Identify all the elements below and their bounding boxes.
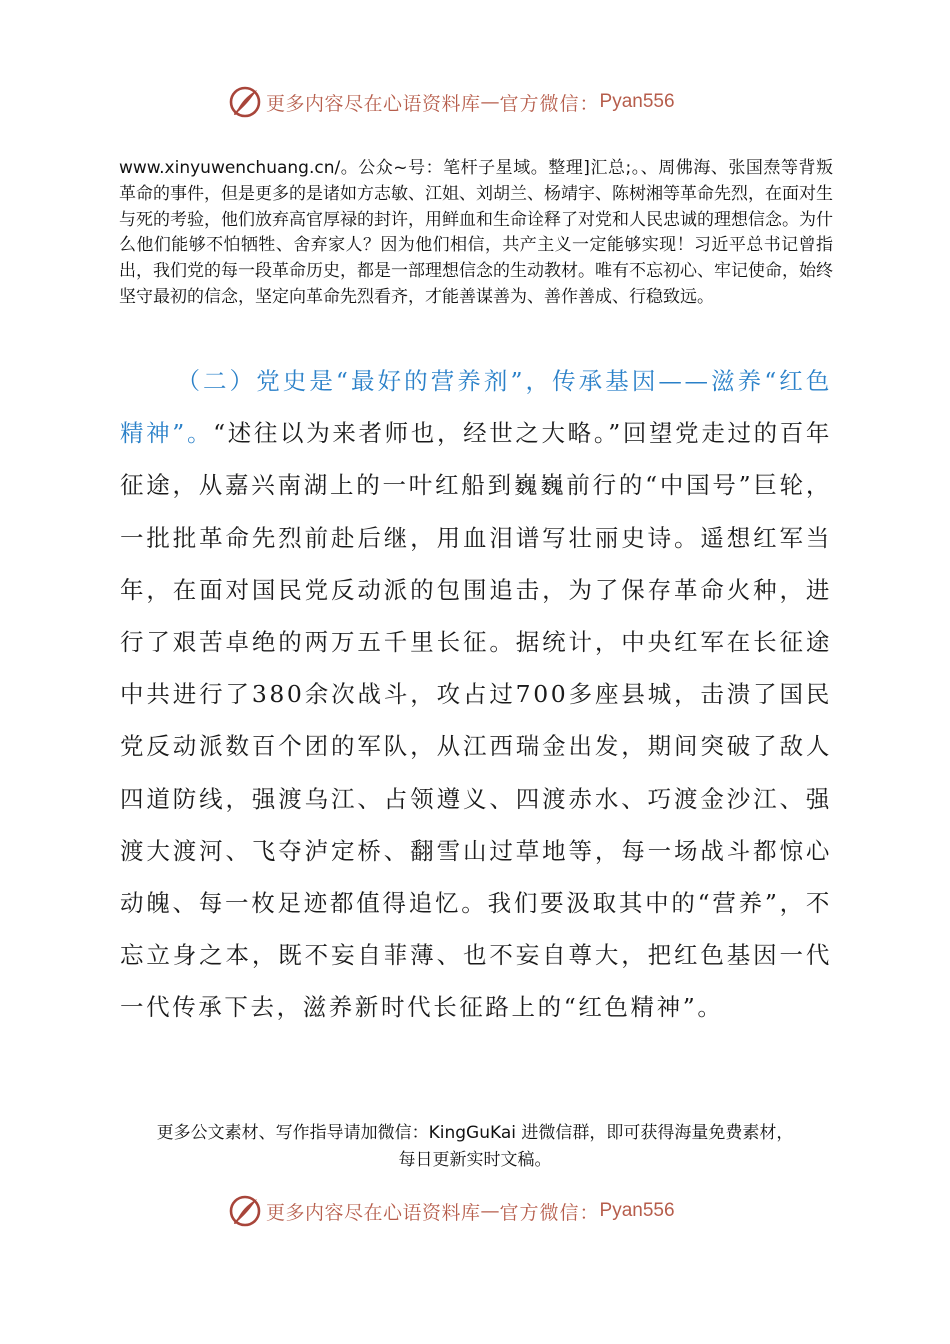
watermark-site-name: 更多内容尽在心语资料库	[266, 92, 481, 115]
watermark-wechat-label: 官方微信：	[499, 92, 600, 115]
section-heading: （二）党史是“最好的营养剂”，传承基因——滋养“红色精神”。	[120, 367, 832, 448]
watermark-wechat-id: Pyan556	[599, 91, 675, 112]
watermark-separator: —	[480, 1200, 500, 1222]
header-watermark-banner	[228, 84, 675, 120]
watermark-site-name: 更多内容尽在心语资料库	[266, 1201, 481, 1224]
watermark-wechat-id: Pyan556	[599, 1200, 675, 1221]
intro-paragraph: www.xinyuwenchuang.cn/。公众~号：笔杆子星域。整理]汇总;。、周佛海、张国焘等背叛革命的事件，但是更多的是诸如方志敏、江姐、刘胡兰、杨靖宇、陈树湘等革命先烈，在面对生与死的考验，他们放弃高官厚禄的封许，用鲜血和生命诠释了对党和人民忠诚的理想信念。为什么他们能够不怕牺牲、舍弃家人？因为他们相信，共产主义一定能够实现！习近平总书记曾指出，我们党的每一段革命历史，都是一部理想信念的生动教材。唯有不忘初心、牢记使命，始终坚守最初的信念，坚定向革命先烈看齐，才能善谋善为、善作善成、行稳致远。	[119, 158, 833, 307]
footer-note-line2: 每日更新实时文稿。	[398, 1150, 552, 1170]
footer-note-line1: 更多公文素材、写作指导请加微信：KingGuKai 进微信群，即可获得海量免费素材，	[156, 1123, 794, 1143]
footer-note	[110, 1120, 840, 1174]
watermark-separator: —	[480, 91, 500, 113]
section-paragraph	[120, 355, 832, 1034]
feather-circle-logo-icon	[228, 1194, 262, 1228]
section-body: “述往以为来者师也，经世之大略。”回望党走过的百年征途，从嘉兴南湖上的一叶红船到巍巍前行的“中国号”巨轮，一批批革命先烈前赴后继，用血泪谱写壮丽史诗。遥想红军当年，在面对国民党反动派的包围追击，为了保存革命火种，进行了艰苦卓绝的两万五千里长征。据统计，中央红军在长征途中共进行了380余次战斗，攻占过700多座县城，击溃了国民党反动派数百个团的军队，从江西瑞金出发，期间突破了敌人四道防线，强渡乌江、占领遵义、四渡赤水、巧渡金沙江、强渡大渡河、飞夺泸定桥、翻雪山过草地等，每一场战斗都惊心动魄、每一枚足迹都值得追忆。我们要汲取其中的“营养”，不忘立身之本，既不妄自菲薄、也不妄自尊大，把红色基因一代一代传承下去，滋养新时代长征路上的“红色精神”。	[120, 419, 832, 1022]
feather-circle-logo-icon	[228, 85, 262, 119]
watermark-wechat-label: 官方微信：	[499, 1201, 600, 1224]
footer-watermark-banner	[228, 1193, 675, 1229]
